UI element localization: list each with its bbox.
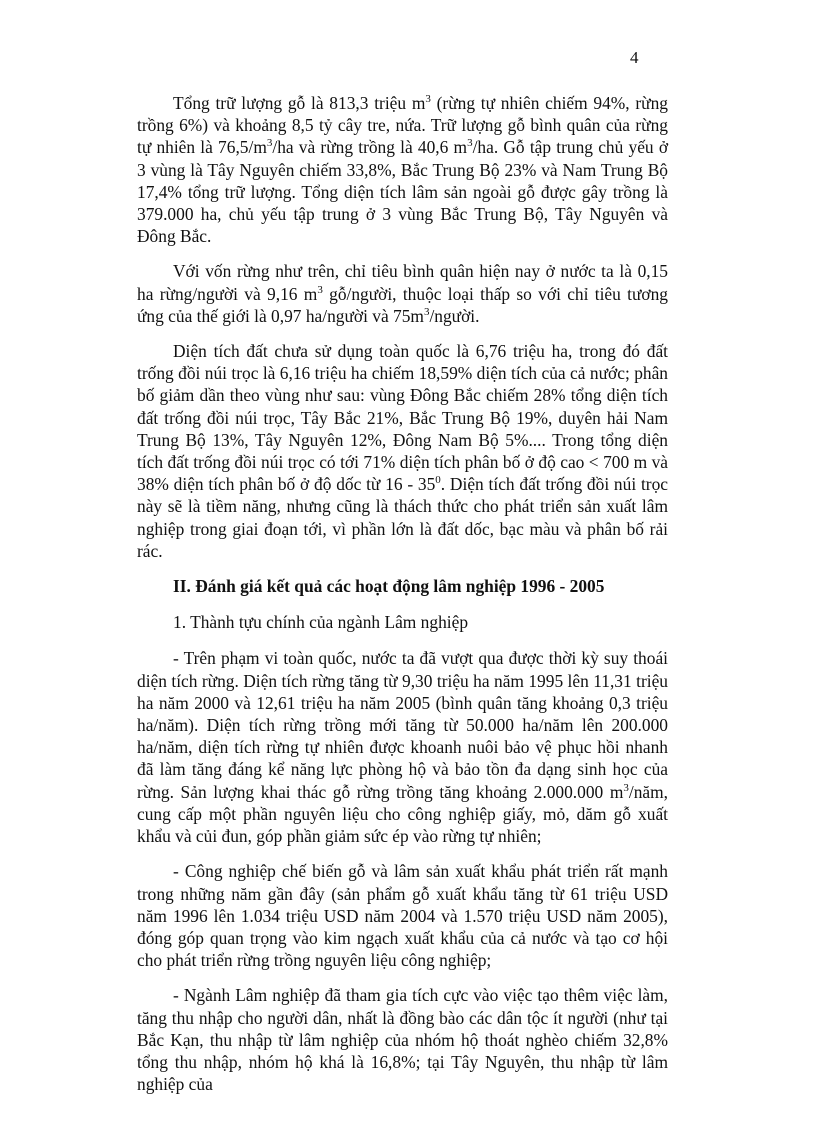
page-number: 4 <box>630 48 639 67</box>
document-body <box>137 92 668 1108</box>
text-run: /ha và rừng trồng là 40,6 m <box>272 137 468 158</box>
paragraph-timber-reserves <box>137 92 668 247</box>
text-run: Diện tích đất chưa sử dụng toàn quốc là 6,76 triệu ha, trong đó đất trống đồi núi trọc là 6,16 triệu ha chiếm 18,59% diện tích của cả nước; phân bố giảm dần theo vùng như sau: vùng Đông Bắc chiếm 28% tổng diện tích đất trống đồi núi trọc, Tây Bắc 21%, Bắc Trung Bộ 19%, duyên hải Nam Trung Bộ 13%, Tây Nguyên 12%, Đông Nam Bộ 5%.... Trong tổng diện tích đất trống đồi núi trọc có tới 71% diện tích phân bố ở độ cao < 700 m và 38% diện tích phân bố ở độ dốc từ 16 - 35 <box>137 341 668 495</box>
superscript: 3 <box>467 137 473 150</box>
text-run: . Diện tích đất trống đồi núi trọc này sẽ là tiềm năng, nhưng cũng là thách thức cho phát triển sản xuất lâm nghiệp trong giai đoạn tới, vì phần lớn là đất dốc, bạc màu và phân bố rải rác. <box>137 474 668 561</box>
superscript: 3 <box>623 781 629 794</box>
superscript: 3 <box>317 283 323 296</box>
superscript: 0 <box>435 474 441 487</box>
text-run: /ha. Gỗ tập trung chủ yếu ở 3 vùng là Tây Nguyên chiếm 33,8%, Bắc Trung Bộ 23% và Nam Trung Bộ 17,4% tổng trữ lượng. Tổng diện tích lâm sản ngoài gỗ được gây trồng là 379.000 ha, chủ yếu tập trung ở 3 vùng Bắc Trung Bộ, Tây Nguyên và Đông Bắc. <box>137 137 669 247</box>
superscript: 3 <box>425 93 431 106</box>
text-run: Với vốn rừng như trên, chỉ tiêu bình quân hiện nay ở nước ta là 0,15 ha rừng/người và 9,16 m <box>137 261 668 304</box>
text-run: Tổng trữ lượng gỗ là 813,3 triệu m <box>173 93 426 113</box>
superscript: 3 <box>423 306 430 319</box>
paragraph-wood-processing: - Công nghiệp chế biến gỗ và lâm sản xuất khẩu phát triển rất mạnh trong những năm gần đây (sản phẩm gỗ xuất khẩu tăng từ 61 triệu USD năm 1996 lên 1.034 triệu USD năm 2004 và 1.570 triệu USD năm 2005), đóng góp quan trọng vào kim ngạch xuất khẩu của cả nước và tạo cơ hội cho phát triển rừng trồng nguyên liệu công nghiệp; <box>137 861 668 971</box>
text-run: - Trên phạm vi toàn quốc, nước ta đã vượt qua được thời kỳ suy thoái diện tích rừng. Diện tích rừng tăng từ 9,30 triệu ha năm 1995 lên 11,31 triệu ha năm 2000 và 12,61 triệu ha năm 2005 (bình quân tăng khoảng 0,3 triệu ha/năm). Diện tích rừng trồng mới tăng từ 50.000 ha/năm lên 200.000 ha/năm, diện tích rừng tự nhiên được khoanh nuôi bảo vệ phục hồi nhanh đã làm tăng đáng kể năng lực phòng hộ và bảo tồn đa dạng sinh học của rừng. Sản lượng khai thác gỗ rừng trồng tăng khoảng 2.000.000 m <box>137 648 668 802</box>
section-heading: II. Đánh giá kết quả các hoạt động lâm nghiệp 1996 - 2005 <box>173 576 605 597</box>
text-run: /năm, cung cấp một phần nguyên liệu cho công nghiệp giấy, mỏ, dăm gỗ xuất khẩu và củi đun, góp phần giảm sức ép vào rừng tự nhiên; <box>137 781 668 847</box>
paragraph-unused-land <box>137 340 668 562</box>
text-run: /người. <box>429 305 480 326</box>
text-run: gỗ/người, thuộc loại thấp so với chỉ tiêu tương ứng của thế giới là 0,97 ha/người và 75m <box>137 283 668 326</box>
paragraph-forest-per-capita <box>137 260 668 327</box>
superscript: 3 <box>266 137 273 150</box>
text-run: (rừng tự nhiên chiếm 94%, rừng trồng 6%) và khoảng 8,5 tỷ cây tre, nứa. Trữ lượng gỗ bình quân của rừng tự nhiên là 76,5/m <box>137 93 668 158</box>
paragraph-forest-area-growth <box>137 647 668 847</box>
subsection-heading: 1. Thành tựu chính của ngành Lâm nghiệp <box>173 612 469 633</box>
paragraph-employment-income: - Ngành Lâm nghiệp đã tham gia tích cực vào việc tạo thêm việc làm, tăng thu nhập cho người dân, nhất là đồng bào các dân tộc ít người (như tại Bắc Kạn, thu nhập từ lâm nghiệp của nhóm hộ thoát nghèo chiếm 32,8% tổng thu nhập, nhóm hộ khá là 16,8%; tại Tây Nguyên, thu nhập từ lâm nghiệp của <box>137 985 668 1095</box>
